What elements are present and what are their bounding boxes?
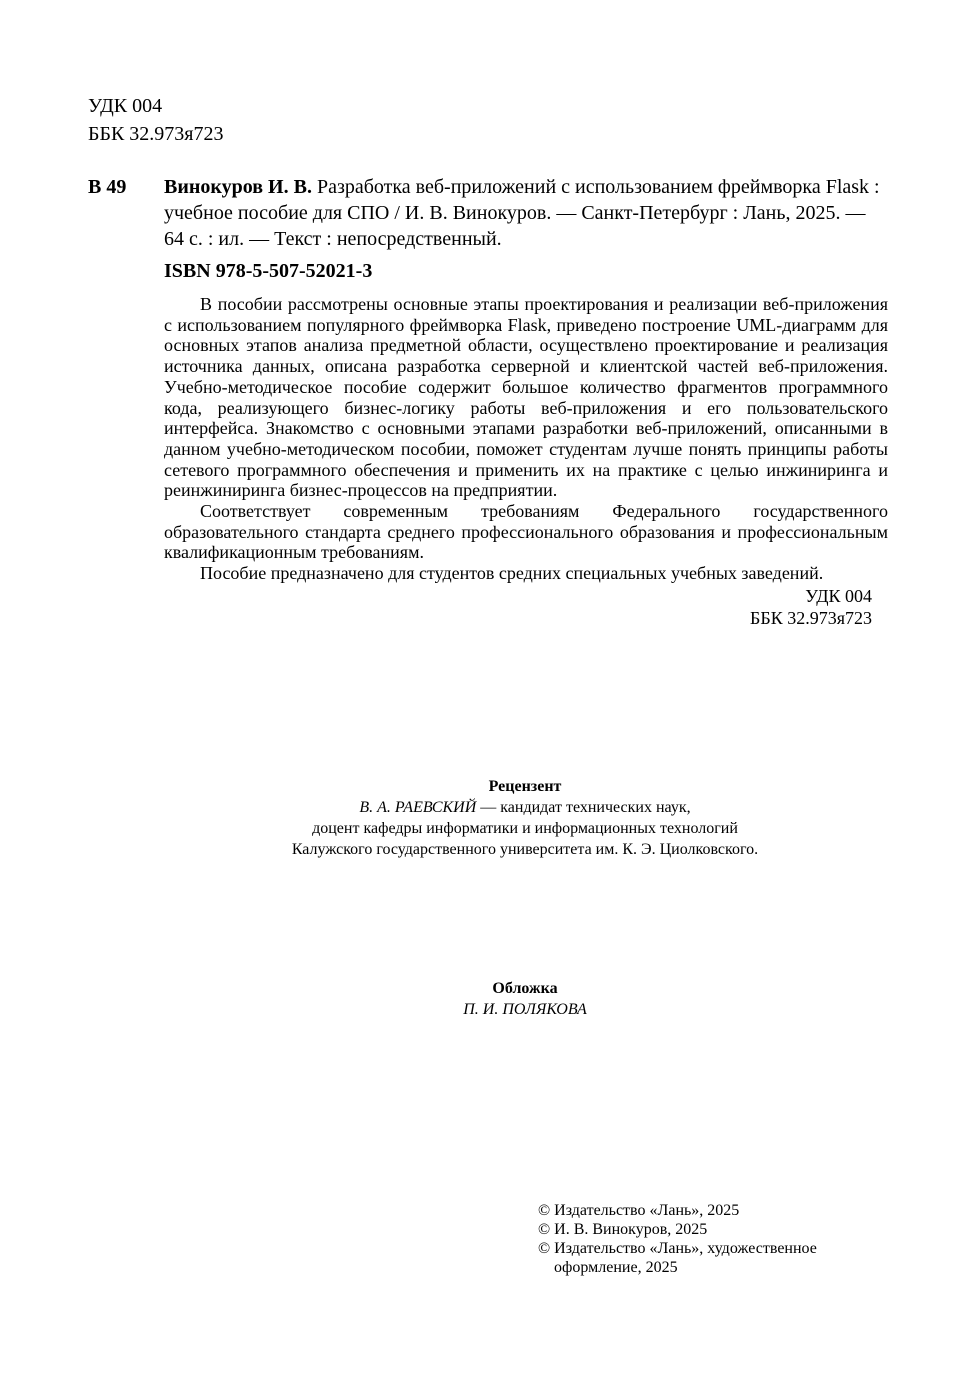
reviewer-university: Калужского государственного университета им. К. Э. Циолковского. <box>291 841 759 858</box>
abstract-paragraph: В пособии рассмотрены основные этапы проектирования и реализации веб-приложения с использованием популярного фреймворка Flask, приведено построение UML-диаграмм для основных этапов анализа предметной области, осуществлено проектирование и реализация источника данных, описана разработка серверной и клиентской частей веб-приложения. Учебно-методическое пособие содержит большое количество фрагментов программного кода, реализующего бизнес-логику работы веб-приложения и его пользовательского интерфейса. Знакомство с основными этапами разработки веб-приложений, описанными в данном учебно-методическом пособии, поможет студентам лучше понять принципы работы сетевого программного обеспечения и применить их на практике с целью инжиниринга и реинжиниринга бизнес-процессов на предприятии. <box>164 294 888 501</box>
reviewer-block <box>0 776 976 860</box>
copyright-line: © Издательство «Лань», художественное <box>538 1240 817 1257</box>
author-mark: В 49 <box>88 176 127 198</box>
bbk-code: ББК 32.973я723 <box>88 123 224 145</box>
cover-heading: Обложка <box>492 980 558 997</box>
author-name: Винокуров И. В. <box>164 176 312 198</box>
abstract-paragraph: Соответствует современным требованиям Федерального государственного образовательного стандарта среднего профессионального образования и профессиональным квалификационным требованиям. <box>164 501 888 563</box>
classification-bottom <box>750 585 872 629</box>
reviewer-name: В. А. РАЕВСКИЙ <box>359 799 477 816</box>
copyright-line: © И. В. Винокуров, 2025 <box>538 1221 708 1238</box>
reviewer-position: доцент кафедры информатики и информационных технологий <box>312 820 738 837</box>
udk-code-repeat: УДК 004 <box>805 586 872 606</box>
abstract <box>164 294 888 584</box>
bbk-code-repeat: ББК 32.973я723 <box>750 608 872 628</box>
cover-designer: П. И. ПОЛЯКОВА <box>463 1001 587 1018</box>
cover-credit <box>0 978 976 1020</box>
abstract-paragraph: Пособие предназначено для студентов средних специальных учебных заведений. <box>200 563 824 584</box>
copyright-line: © Издательство «Лань», 2025 <box>538 1202 740 1219</box>
reviewer-title: — кандидат технических наук, <box>476 799 691 816</box>
udk-code: УДК 004 <box>88 95 163 117</box>
bibliographic-description <box>164 174 888 252</box>
copyright-block <box>538 1201 817 1277</box>
copyright-line-continued: оформление, 2025 <box>554 1259 678 1276</box>
isbn: ISBN 978-5-507-52021-3 <box>164 260 373 282</box>
book-description: Разработка веб-приложений с использованием фреймворка Flask : учебное пособие для СПО / И. В. Винокуров. — Санкт-Петербург : Лань, 2025. — 64 с. : ил. — Текст : непосредственный. <box>164 176 880 250</box>
reviewer-heading: Рецензент <box>488 778 562 795</box>
classification-top <box>88 92 224 148</box>
reviewer-line <box>0 797 976 818</box>
